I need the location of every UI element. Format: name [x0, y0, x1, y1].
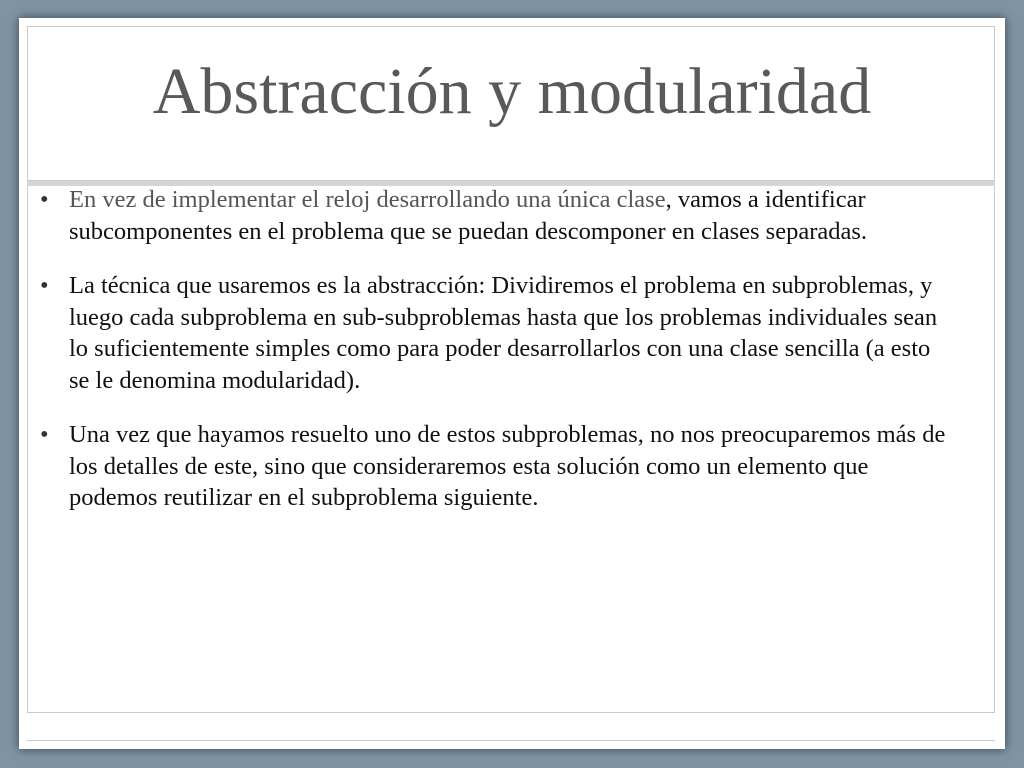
- bullet-item-2: [40, 270, 952, 396]
- bullet-1-rest-text: , vamos a identificar subcomponentes en el problema que se puedan descomponer en clases separadas.: [69, 186, 868, 245]
- bullet-marker: •: [40, 186, 49, 213]
- footer-divider-top: [27, 712, 995, 713]
- bullet-1-lead-text: En vez de implementar el reloj desarrollando una única clase: [69, 186, 666, 213]
- bullet-2-text: La técnica que usaremos es la abstracción: Dividiremos el problema en subproblemas, y luego cada subproblema en sub-subproblemas hasta que los problemas individuales sean lo suficientemente simples como para poder desarrollarlos con una clase sencilla (a esto se le denomina modularidad).: [69, 272, 938, 394]
- footer-divider-bottom: [27, 740, 995, 741]
- bullet-item-3: [40, 419, 952, 514]
- bullet-list: [40, 184, 952, 537]
- slide-title: Abstracción y modularidad: [152, 55, 872, 128]
- bullet-3-text: Una vez que hayamos resuelto uno de estos subproblemas, no nos preocuparemos más de los detalles de este, sino que consideraremos esta solución como un elemento que podemos reutilizar en el subproblema siguiente.: [69, 421, 946, 511]
- bullet-marker: •: [40, 421, 49, 448]
- bullet-marker: •: [40, 272, 49, 299]
- bullet-item-1: [40, 184, 952, 247]
